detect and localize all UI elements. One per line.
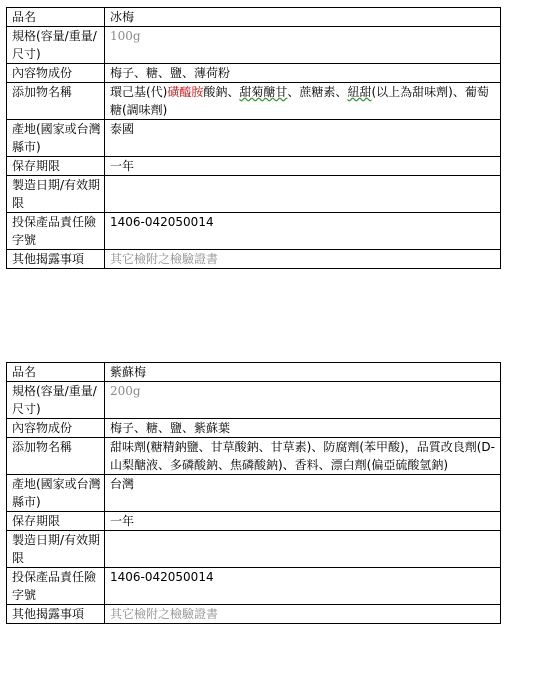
row-label-other: 其他揭露事項 xyxy=(7,605,105,624)
table-row xyxy=(7,438,501,475)
table-row xyxy=(7,568,501,605)
row-value-shelf-life: 一年 xyxy=(105,512,501,531)
row-value-dates xyxy=(105,176,501,213)
row-value-origin: 泰國 xyxy=(105,120,501,157)
table-row xyxy=(7,64,501,83)
row-label-origin: 產地(國家或台灣縣市) xyxy=(7,475,105,512)
additives-text-mid: 酸鈉、 xyxy=(203,85,240,99)
row-value-origin: 台灣 xyxy=(105,475,501,512)
table-row xyxy=(7,382,501,419)
row-label-spec: 規格(容量/重量/尺寸) xyxy=(7,382,105,419)
row-label-spec: 規格(容量/重量/尺寸) xyxy=(7,27,105,64)
table-row xyxy=(7,363,501,382)
row-value-ingredients: 梅子、糖、鹽、紫蘇葉 xyxy=(105,419,501,438)
row-value-dates xyxy=(105,531,501,568)
row-label-additives: 添加物名稱 xyxy=(7,438,105,475)
additives-text-prefix: 環己基(代) xyxy=(110,85,168,99)
row-label-shelf-life: 保存期限 xyxy=(7,512,105,531)
row-label-name: 品名 xyxy=(7,363,105,382)
row-value-insurance: 1406-042050014 xyxy=(105,213,501,250)
row-label-name: 品名 xyxy=(7,8,105,27)
additives-text-mid2: 、蔗糖素、 xyxy=(287,85,348,99)
table-row xyxy=(7,8,501,27)
row-label-insurance: 投保產品責任險字號 xyxy=(7,568,105,605)
row-value-insurance: 1406-042050014 xyxy=(105,568,501,605)
table-row xyxy=(7,120,501,157)
row-value-additives xyxy=(105,83,501,120)
row-label-ingredients: 內容物成份 xyxy=(7,419,105,438)
additives-text-suffix: (以上為甜味劑)、葡萄糖(調味劑) xyxy=(110,85,489,117)
table-row xyxy=(7,531,501,568)
table-row xyxy=(7,176,501,213)
table-row xyxy=(7,475,501,512)
row-value-additives: 甜味劑(糖精鈉鹽、甘草酸鈉、甘草素)、防腐劑(苯甲酸)，品質改良劑(D-山梨醣液、多磷酸鈉、焦磷酸鈉)、香料、漂白劑(偏亞硫酸氫鈉) xyxy=(105,438,501,475)
additives-text-spellcheck: 甜菊醣甘 xyxy=(239,85,288,99)
row-label-insurance: 投保產品責任險字號 xyxy=(7,213,105,250)
table-row xyxy=(7,83,501,120)
row-label-dates: 製造日期/有效期限 xyxy=(7,176,105,213)
row-label-other: 其他揭露事項 xyxy=(7,250,105,269)
row-label-dates: 製造日期/有效期限 xyxy=(7,531,105,568)
row-value-ingredients: 梅子、糖、鹽、薄荷粉 xyxy=(105,64,501,83)
table-row xyxy=(7,512,501,531)
additives-text-flagged: 磺醯胺 xyxy=(167,85,204,99)
product-spec-table-2 xyxy=(6,362,501,624)
row-value-name: 冰梅 xyxy=(105,8,501,27)
row-label-origin: 產地(國家或台灣縣市) xyxy=(7,120,105,157)
row-label-additives: 添加物名稱 xyxy=(7,83,105,120)
table-row xyxy=(7,419,501,438)
table-row xyxy=(7,213,501,250)
table-row xyxy=(7,605,501,624)
row-label-shelf-life: 保存期限 xyxy=(7,157,105,176)
row-value-spec: 200g xyxy=(105,382,501,419)
row-value-other: 其它檢附之檢驗證書 xyxy=(105,605,501,624)
row-value-name: 紫蘇梅 xyxy=(105,363,501,382)
row-value-shelf-life: 一年 xyxy=(105,157,501,176)
table-row xyxy=(7,157,501,176)
additives-text-spellcheck-2: 紐甜 xyxy=(347,85,372,99)
table-row xyxy=(7,27,501,64)
table-row xyxy=(7,250,501,269)
product-spec-table-1 xyxy=(6,7,501,269)
row-value-other: 其它檢附之檢驗證書 xyxy=(105,250,501,269)
row-label-ingredients: 內容物成份 xyxy=(7,64,105,83)
row-value-spec: 100g xyxy=(105,27,501,64)
